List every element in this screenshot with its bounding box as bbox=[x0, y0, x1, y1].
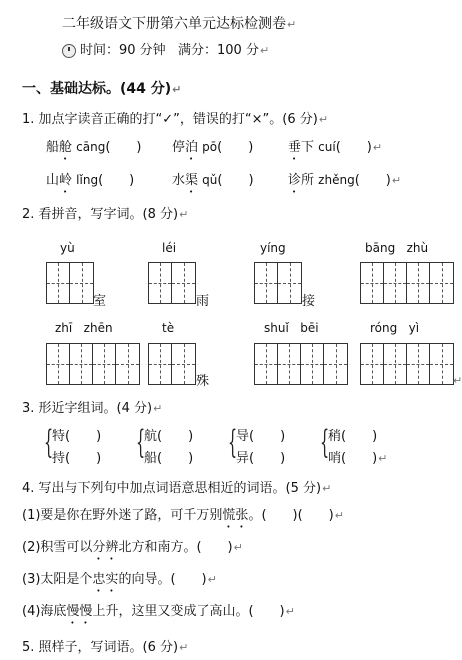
word-pair-item: 持( ) bbox=[52, 451, 102, 466]
q1-item-1: 船舱 cāng( ) bbox=[46, 140, 142, 155]
q4-item-1: (1)要是你在野外迷了路，可千万别慌张。( )( )↵ bbox=[22, 508, 344, 523]
word-pair-item: 导( ) bbox=[236, 429, 286, 444]
pinyin-label: yù bbox=[60, 241, 75, 255]
writing-grid[interactable] bbox=[46, 262, 94, 304]
q1-item-2: 停泊 pō( ) bbox=[172, 140, 254, 155]
writing-grid[interactable] bbox=[148, 262, 196, 304]
brace: { bbox=[228, 423, 238, 461]
writing-grid[interactable] bbox=[46, 343, 140, 385]
writing-grid[interactable] bbox=[254, 262, 302, 304]
section-heading: 一、基础达标。(44 分)↵ bbox=[22, 81, 182, 97]
score-info: 满分：100 分↵ bbox=[178, 43, 270, 58]
word-pair-item: 稍( ) bbox=[328, 429, 378, 444]
q1-item-6: 诊所 zhěng( )↵ bbox=[288, 173, 402, 188]
page-title: 二年级语文下册第六单元达标检测卷↵ bbox=[62, 16, 297, 32]
time-info: 时间：90 分钟 bbox=[80, 43, 166, 58]
writing-grid[interactable] bbox=[148, 343, 196, 385]
pinyin-label: yíng bbox=[260, 241, 286, 255]
question-2-stem: 2. 看拼音，写字词。(8 分)↵ bbox=[22, 207, 189, 222]
q4-item-3: (3)太阳是个忠实的向导。( )↵ bbox=[22, 572, 217, 587]
grid-suffix: 雨 bbox=[196, 294, 210, 309]
pinyin-label: róng yì bbox=[370, 321, 420, 335]
pinyin-label: bāng zhù bbox=[365, 241, 429, 255]
pinyin-label: léi bbox=[162, 241, 177, 255]
grid-suffix: 接 bbox=[302, 294, 316, 309]
q1-item-5: 水渠 qǔ( ) bbox=[172, 173, 254, 188]
q1-item-3: 垂下 cuí( )↵ bbox=[288, 140, 383, 155]
writing-grid[interactable] bbox=[360, 343, 454, 385]
word-pair-item: 哨( )↵ bbox=[328, 451, 388, 466]
question-1-stem: 1. 加点字读音正确的打“✓”，错误的打“×”。(6 分)↵ bbox=[22, 112, 329, 127]
writing-grid[interactable] bbox=[360, 262, 454, 304]
word-pair-item: 特( ) bbox=[52, 429, 102, 444]
word-pair-item: 异( ) bbox=[236, 451, 286, 466]
question-3-stem: 3. 形近字组词。(4 分)↵ bbox=[22, 401, 163, 416]
grid-suffix: 殊 bbox=[196, 374, 210, 389]
word-pair-item: 航( ) bbox=[144, 429, 194, 444]
brace: { bbox=[136, 423, 146, 461]
return-mark: ↵ bbox=[453, 374, 462, 387]
writing-grid[interactable] bbox=[254, 343, 348, 385]
q4-item-2: (2)积雪可以分辨北方和南方。( )↵ bbox=[22, 540, 243, 555]
brace: { bbox=[320, 423, 330, 461]
question-5-stem: 5. 照样子，写词语。(6 分)↵ bbox=[22, 640, 189, 655]
q1-item-4: 山岭 lǐng( ) bbox=[46, 173, 135, 188]
pinyin-label: shuǐ bēi bbox=[264, 321, 319, 335]
pinyin-label: tè bbox=[162, 321, 175, 335]
grid-suffix: 室 bbox=[93, 294, 107, 309]
q4-item-4: (4)海底慢慢上升，这里又变成了高山。( )↵ bbox=[22, 604, 295, 619]
clock-icon bbox=[62, 44, 76, 58]
brace: { bbox=[44, 423, 54, 461]
pinyin-label: zhī zhēn bbox=[55, 321, 113, 335]
question-4-stem: 4. 写出与下列句中加点词语意思相近的词语。(5 分)↵ bbox=[22, 481, 332, 496]
word-pair-item: 船( ) bbox=[144, 451, 194, 466]
